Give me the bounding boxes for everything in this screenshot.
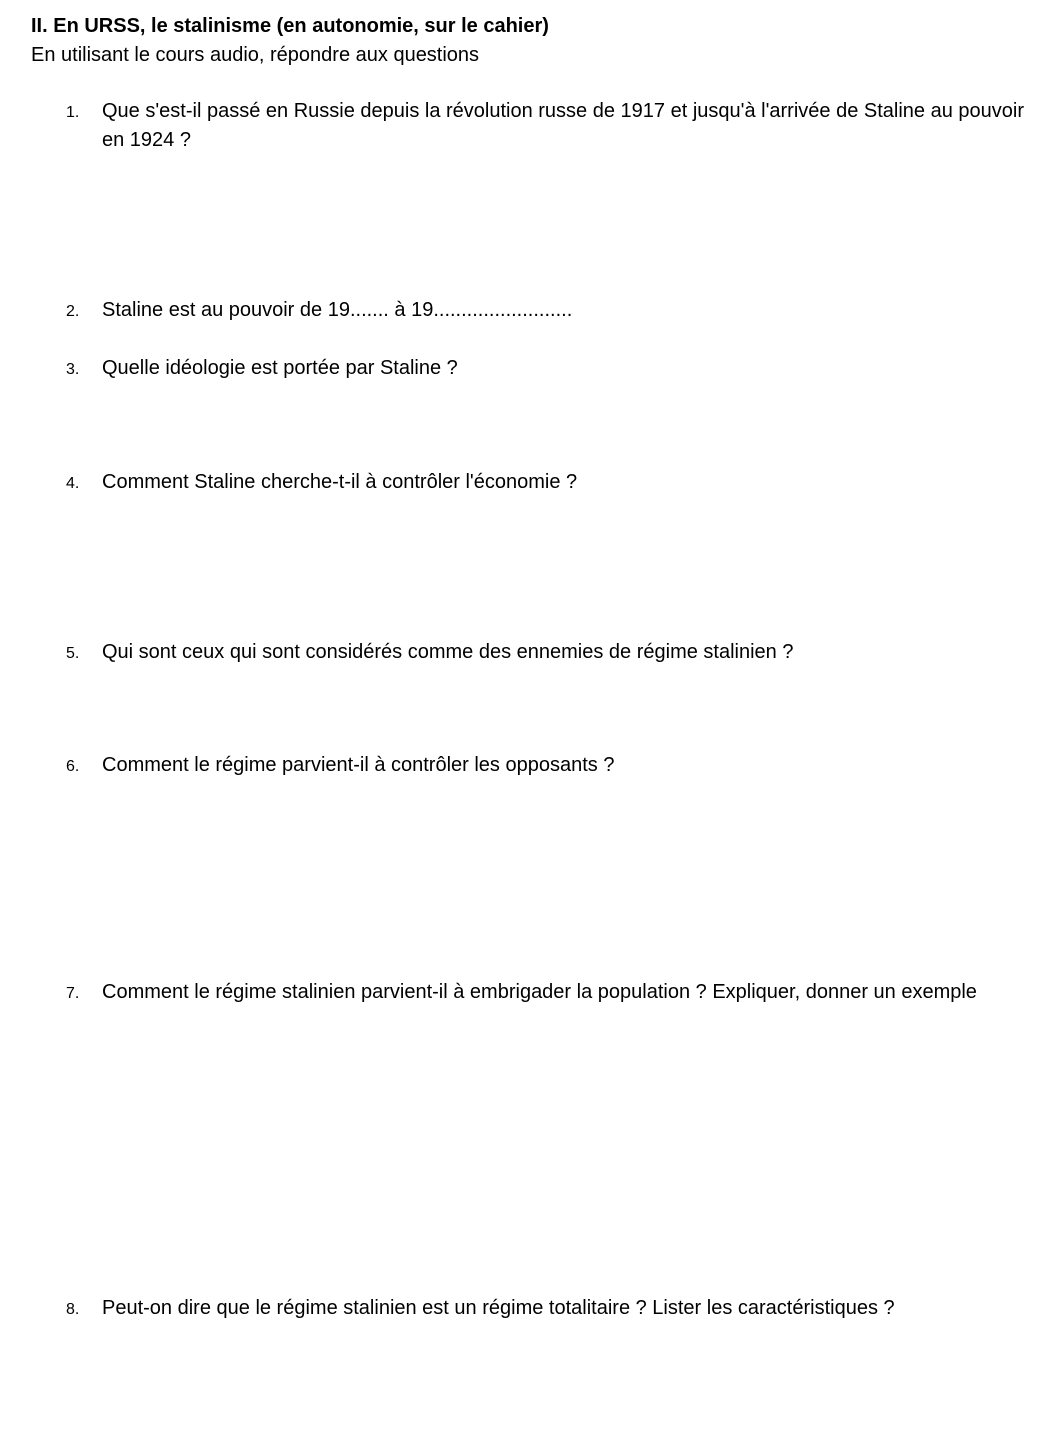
question-number: 8. xyxy=(66,1301,80,1318)
question-text: Comment le régime stalinien parvient-il à embrigader la population ? Expliquer, donner un exemple xyxy=(102,981,977,1003)
question-number: 4. xyxy=(66,475,80,492)
question-text: Comment le régime parvient-il à contrôler les opposants ? xyxy=(102,754,615,776)
question-number: 1. xyxy=(66,104,80,121)
question-number: 6. xyxy=(66,758,80,775)
question-number: 3. xyxy=(66,361,80,378)
question-text: Comment Staline cherche-t-il à contrôler l'économie ? xyxy=(102,471,578,493)
question-number: 2. xyxy=(66,303,80,320)
question-text: Que s'est-il passé en Russie depuis la révolution russe de 1917 et jusqu'à l'arrivée de Staline au pouvoir en 1924 ? xyxy=(102,100,1024,151)
instructions-text: En utilisant le cours audio, répondre aux questions xyxy=(31,44,480,66)
section-title: II. En URSS, le stalinisme (en autonomie, sur le cahier) xyxy=(31,15,549,37)
question-text: Quelle idéologie est portée par Staline ? xyxy=(102,357,458,379)
question-number: 5. xyxy=(66,645,80,662)
question-number: 7. xyxy=(66,985,80,1002)
question-text: Peut-on dire que le régime stalinien est un régime totalitaire ? Lister les caractéristiques ? xyxy=(102,1297,895,1319)
question-text: Qui sont ceux qui sont considérés comme des ennemies de régime stalinien ? xyxy=(102,641,794,663)
question-text: Staline est au pouvoir de 19....... à 19......................... xyxy=(102,299,573,321)
